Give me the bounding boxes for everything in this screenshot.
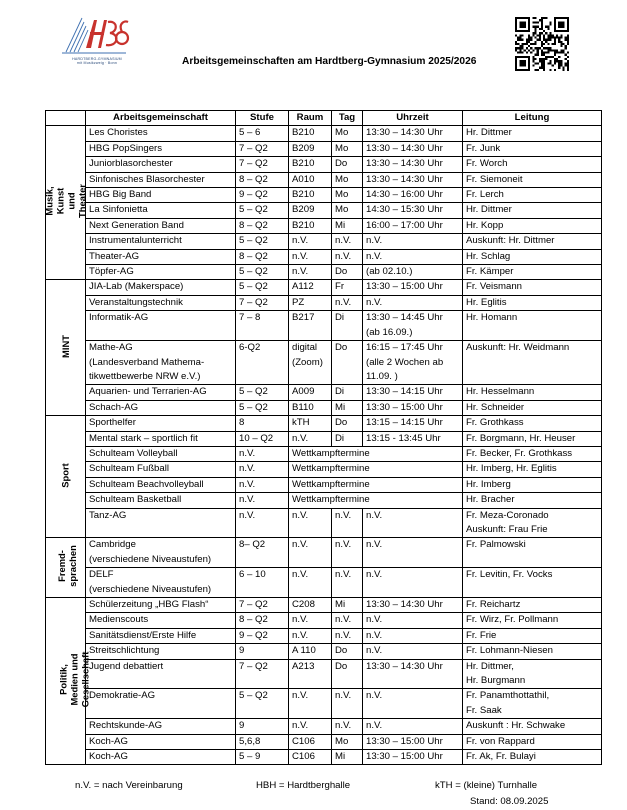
table-row <box>46 568 602 598</box>
cell-leitung: Auskunft: Hr. Dittmer <box>463 234 602 249</box>
cell-leitung: Auskunft : Hr. Schwake <box>463 719 602 734</box>
cell-stufe: n.V. <box>236 477 289 492</box>
cell-tag: Di <box>332 431 363 446</box>
cell-stufe: 7 – Q2 <box>236 659 289 689</box>
cell-uhrzeit: 13:30 – 14:45 Uhr (ab 16.09.) <box>363 311 463 341</box>
cell-uhrzeit: 13:30 – 14:30 Uhr <box>363 157 463 172</box>
cell-raum: B209 <box>289 141 332 156</box>
cell-raum: n.V. <box>289 719 332 734</box>
table-row <box>46 385 602 400</box>
cell-uhrzeit: n.V. <box>363 644 463 659</box>
cell-uhrzeit: 13:30 – 15:00 Uhr <box>363 400 463 415</box>
cell-ag: Les Choristes <box>86 126 236 141</box>
cell-raum: Wettkampftermine <box>289 446 463 461</box>
cell-raum: B210 <box>289 157 332 172</box>
cell-raum: B217 <box>289 311 332 341</box>
table-row <box>46 280 602 295</box>
cell-raum: n.V. <box>289 508 332 538</box>
cell-raum: n.V. <box>289 538 332 568</box>
cell-leitung: Fr. Ak, Fr. Bulayi <box>463 750 602 765</box>
cell-uhrzeit: n.V. <box>363 628 463 643</box>
cell-uhrzeit: n.V. <box>363 508 463 538</box>
cell-tag: Mo <box>332 172 363 187</box>
cell-ag: Koch-AG <box>86 750 236 765</box>
cell-ag: Sinfonisches Blasorchester <box>86 172 236 187</box>
category-fremdsprachen <box>46 538 86 598</box>
table-body <box>43 126 602 765</box>
cell-ag: JIA-Lab (Makerspace) <box>86 280 236 295</box>
cell-raum: A112 <box>289 280 332 295</box>
cell-stufe: 7 – Q2 <box>236 141 289 156</box>
cell-leitung: Hr. Eglitis <box>463 295 602 310</box>
page-title: Arbeitsgemeinschaften am Hardtberg-Gymnasium 2025/2026 <box>182 56 477 67</box>
cell-tag: Mo <box>332 141 363 156</box>
cell-ag: Schulteam Volleyball <box>86 446 236 461</box>
cell-leitung: Fr. Kämper <box>463 265 602 280</box>
cell-ag: Next Generation Band <box>86 218 236 233</box>
cell-uhrzeit: 13:30 – 15:00 Uhr <box>363 280 463 295</box>
cell-stufe: 5 – Q2 <box>236 280 289 295</box>
cell-ag: DELF (verschiedene Niveaustufen) <box>86 568 236 598</box>
cell-ag: Mental stark – sportlich fit <box>86 431 236 446</box>
cell-leitung: Fr. Reichartz <box>463 598 602 613</box>
cell-stufe: n.V. <box>236 493 289 508</box>
cell-stufe: n.V. <box>236 508 289 538</box>
cell-tag: Di <box>332 385 363 400</box>
cell-ag: Rechtskunde-AG <box>86 719 236 734</box>
cell-leitung: Fr. Borgmann, Hr. Heuser <box>463 431 602 446</box>
cell-raum: B209 <box>289 203 332 218</box>
cell-stufe: 8 – Q2 <box>236 249 289 264</box>
table-row <box>46 446 602 461</box>
cell-leitung: Fr. Worch <box>463 157 602 172</box>
cell-uhrzeit: 13:30 – 14:30 Uhr <box>363 141 463 156</box>
cell-leitung: Hr. Dittmer <box>463 203 602 218</box>
cell-ag: Jugend debattiert <box>86 659 236 689</box>
cell-tag: Do <box>332 659 363 689</box>
cell-raum: kTH <box>289 416 332 431</box>
cell-stufe: 5 – Q2 <box>236 234 289 249</box>
cell-ag: Schülerzeitung „HBG Flash“ <box>86 598 236 613</box>
cell-raum: Wettkampftermine <box>289 462 463 477</box>
cell-stufe: 5 – 6 <box>236 126 289 141</box>
cell-tag: Mi <box>332 218 363 233</box>
cell-raum: n.V. <box>289 431 332 446</box>
cell-stufe: 9 – Q2 <box>236 628 289 643</box>
header-ag: Arbeitsgemeinschaft <box>86 111 236 126</box>
cell-stufe: 7 – Q2 <box>236 157 289 172</box>
cell-stufe: 10 – Q2 <box>236 431 289 446</box>
cell-stufe: 7 – Q2 <box>236 598 289 613</box>
cell-tag: Mo <box>332 203 363 218</box>
cell-ag: Mathe-AG (Landesverband Mathema- tikwettbewerbe NRW e.V.) <box>86 341 236 385</box>
table-row <box>46 157 602 172</box>
cell-tag: Mi <box>332 400 363 415</box>
cell-ag: HBG Big Band <box>86 188 236 203</box>
cell-uhrzeit: (ab 02.10.) <box>363 265 463 280</box>
cell-ag: Schulteam Beachvolleyball <box>86 477 236 492</box>
cell-uhrzeit: n.V. <box>363 249 463 264</box>
cell-raum: B110 <box>289 400 332 415</box>
category-label: Politik, Medien und Gesellschaft <box>57 651 91 708</box>
cell-uhrzeit: 14:30 – 15:30 Uhr <box>363 203 463 218</box>
cell-ag: Schach-AG <box>86 400 236 415</box>
cell-raum: B210 <box>289 126 332 141</box>
cell-leitung: Fr. Panamthottathil, Fr. Saak <box>463 689 602 719</box>
cell-leitung: Fr. Lohmann-Niesen <box>463 644 602 659</box>
table-row <box>46 126 602 141</box>
cell-stufe: 8– Q2 <box>236 538 289 568</box>
table-row <box>46 400 602 415</box>
cell-ag: Medienscouts <box>86 613 236 628</box>
cell-tag: n.V. <box>332 719 363 734</box>
cell-tag: Do <box>332 157 363 172</box>
cell-ag: Tanz-AG <box>86 508 236 538</box>
stand-date: Stand: 08.09.2025 <box>470 796 549 807</box>
category-label: Sport <box>59 462 71 488</box>
cell-uhrzeit: 13:30 – 14:30 Uhr <box>363 659 463 689</box>
table-row <box>46 508 602 538</box>
cell-tag: n.V. <box>332 689 363 719</box>
table-header-row <box>46 111 602 126</box>
cell-leitung: Hr. Dittmer <box>463 126 602 141</box>
cell-uhrzeit: n.V. <box>363 234 463 249</box>
cell-stufe: 5 – Q2 <box>236 203 289 218</box>
cell-stufe: 5 – Q2 <box>236 400 289 415</box>
cell-raum: A009 <box>289 385 332 400</box>
cell-raum: n.V. <box>289 628 332 643</box>
legend-nv: n.V. = nach Vereinbarung <box>75 780 183 791</box>
cell-leitung: Hr. Schneider <box>463 400 602 415</box>
table-row <box>46 141 602 156</box>
table-row <box>46 416 602 431</box>
cell-ag: Streitschlichtung <box>86 644 236 659</box>
cell-stufe: 8 – Q2 <box>236 218 289 233</box>
header-leitung: Leitung <box>463 111 602 126</box>
cell-ag: Cambridge (verschiedene Niveaustufen) <box>86 538 236 568</box>
table-row <box>46 234 602 249</box>
cell-raum: B210 <box>289 218 332 233</box>
cell-ag: Veranstaltungstechnik <box>86 295 236 310</box>
cell-stufe: 5,6,8 <box>236 734 289 749</box>
cell-tag: Fr <box>332 280 363 295</box>
cell-uhrzeit: 13:30 – 15:00 Uhr <box>363 734 463 749</box>
category-sport <box>46 416 86 538</box>
table-row <box>46 734 602 749</box>
cell-stufe: 8 – Q2 <box>236 172 289 187</box>
cell-leitung: Fr. Becker, Fr. Grothkass <box>463 446 602 461</box>
header-category <box>46 111 86 126</box>
cell-uhrzeit: 14:30 – 16:00 Uhr <box>363 188 463 203</box>
table-row <box>46 613 602 628</box>
cell-tag: n.V. <box>332 538 363 568</box>
cell-uhrzeit: 13:30 – 15:00 Uhr <box>363 750 463 765</box>
cell-leitung: Fr. Siemoneit <box>463 172 602 187</box>
cell-stufe: 9 <box>236 719 289 734</box>
cell-uhrzeit: n.V. <box>363 295 463 310</box>
cell-uhrzeit: 13:15 - 13:45 Uhr <box>363 431 463 446</box>
cell-ag: Aquarien- und Terrarien-AG <box>86 385 236 400</box>
cell-ag: Schulteam Basketball <box>86 493 236 508</box>
category-label: Fremd- sprachen <box>55 545 78 587</box>
cell-tag: n.V. <box>332 234 363 249</box>
cell-ag: Koch-AG <box>86 734 236 749</box>
cell-raum: B210 <box>289 188 332 203</box>
cell-uhrzeit: n.V. <box>363 538 463 568</box>
table-row <box>46 493 602 508</box>
cell-ag: Informatik-AG <box>86 311 236 341</box>
cell-tag: Do <box>332 644 363 659</box>
table-row <box>46 295 602 310</box>
table-row <box>46 659 602 689</box>
cell-leitung: Fr. Levitin, Fr. Vocks <box>463 568 602 598</box>
cell-stufe: n.V. <box>236 462 289 477</box>
cell-raum: n.V. <box>289 234 332 249</box>
cell-uhrzeit: 16:00 – 17:00 Uhr <box>363 218 463 233</box>
table-row <box>46 462 602 477</box>
cell-stufe: 6 – 10 <box>236 568 289 598</box>
cell-tag: n.V. <box>332 613 363 628</box>
table-row <box>46 172 602 187</box>
cell-leitung: Hr. Hesselmann <box>463 385 602 400</box>
cell-leitung: Hr. Dittmer, Hr. Burgmann <box>463 659 602 689</box>
logo-caption: HARDTBERG-GYMNASIUM mit Musikzweig · Bonn <box>72 57 122 66</box>
cell-leitung: Fr. von Rappard <box>463 734 602 749</box>
cell-ag: Juniorblasorchester <box>86 157 236 172</box>
category-musik <box>43 126 88 280</box>
cell-leitung: Hr. Bracher <box>463 493 602 508</box>
cell-uhrzeit: 13:30 – 14:30 Uhr <box>363 126 463 141</box>
cell-ag: La Sinfonietta <box>86 203 236 218</box>
cell-uhrzeit: n.V. <box>363 719 463 734</box>
cell-raum: Wettkampftermine <box>289 493 463 508</box>
cell-leitung: Fr. Palmowski <box>463 538 602 568</box>
cell-leitung: Fr. Grothkass <box>463 416 602 431</box>
cell-stufe: 5 – 9 <box>236 750 289 765</box>
cell-ag: HBG PopSingers <box>86 141 236 156</box>
legend-hbh: HBH = Hardtberghalle <box>256 780 351 791</box>
cell-stufe: 9 – Q2 <box>236 188 289 203</box>
header-uhrzeit: Uhrzeit <box>363 111 463 126</box>
cell-stufe: 6-Q2 <box>236 341 289 385</box>
cell-tag: n.V. <box>332 295 363 310</box>
category-label: MINT <box>59 334 71 358</box>
cell-raum: A010 <box>289 172 332 187</box>
table-row <box>46 644 602 659</box>
cell-stufe: 9 <box>236 644 289 659</box>
header-stufe: Stufe <box>236 111 289 126</box>
cell-leitung: Hr. Imberg, Hr. Eglitis <box>463 462 602 477</box>
cell-stufe: 7 – 8 <box>236 311 289 341</box>
table-row <box>46 188 602 203</box>
category-label: Musik, Kunst und Theater <box>43 184 88 219</box>
cell-stufe: 8 <box>236 416 289 431</box>
cell-ag: Demokratie-AG <box>86 689 236 719</box>
table-row <box>46 341 602 385</box>
cell-ag: Theater-AG <box>86 249 236 264</box>
cell-leitung: Fr. Wirz, Fr. Pollmann <box>463 613 602 628</box>
category-mint <box>46 280 86 416</box>
cell-raum: n.V. <box>289 568 332 598</box>
cell-tag: Mo <box>332 188 363 203</box>
cell-uhrzeit: 13:15 – 14:15 Uhr <box>363 416 463 431</box>
cell-raum: Wettkampftermine <box>289 477 463 492</box>
legend-kth: kTH = (kleine) Turnhalle <box>435 780 538 791</box>
table-row <box>46 719 602 734</box>
cell-tag: Di <box>332 311 363 341</box>
cell-raum: A 110 <box>289 644 332 659</box>
cell-tag: n.V. <box>332 628 363 643</box>
cell-tag: Do <box>332 265 363 280</box>
cell-ag: Töpfer-AG <box>86 265 236 280</box>
cell-tag: Mo <box>332 126 363 141</box>
cell-leitung: Hr. Schlag <box>463 249 602 264</box>
cell-ag: Sporthelfer <box>86 416 236 431</box>
cell-stufe: 5 – Q2 <box>236 385 289 400</box>
cell-uhrzeit: 13:30 – 14:30 Uhr <box>363 598 463 613</box>
cell-raum: PZ <box>289 295 332 310</box>
cell-uhrzeit: 16:15 – 17:45 Uhr (alle 2 Wochen ab 11.09. ) <box>363 341 463 385</box>
cell-tag: n.V. <box>332 568 363 598</box>
table-row <box>46 750 602 765</box>
cell-stufe: 7 – Q2 <box>236 295 289 310</box>
cell-uhrzeit: 13:30 – 14:15 Uhr <box>363 385 463 400</box>
ag-table <box>45 110 602 765</box>
table-row <box>46 203 602 218</box>
cell-leitung: Fr. Veismann <box>463 280 602 295</box>
table-row <box>46 249 602 264</box>
cell-raum: n.V. <box>289 265 332 280</box>
header-tag: Tag <box>332 111 363 126</box>
cell-tag: Do <box>332 341 363 385</box>
table-row <box>46 218 602 233</box>
table-row <box>46 265 602 280</box>
cell-leitung: Hr. Imberg <box>463 477 602 492</box>
cell-leitung: Hr. Kopp <box>463 218 602 233</box>
cell-leitung: Fr. Frie <box>463 628 602 643</box>
cell-stufe: n.V. <box>236 446 289 461</box>
header-raum: Raum <box>289 111 332 126</box>
cell-raum: C208 <box>289 598 332 613</box>
cell-uhrzeit: n.V. <box>363 689 463 719</box>
cell-uhrzeit: 13:30 – 14:30 Uhr <box>363 172 463 187</box>
table-row <box>46 431 602 446</box>
cell-raum: C106 <box>289 750 332 765</box>
cell-leitung: Auskunft: Hr. Weidmann <box>463 341 602 385</box>
cell-tag: Do <box>332 416 363 431</box>
cell-leitung: Fr. Junk <box>463 141 602 156</box>
ag-table-wrapper <box>45 110 601 765</box>
category-politik <box>46 598 91 765</box>
cell-leitung: Fr. Lerch <box>463 188 602 203</box>
cell-tag: Mi <box>332 598 363 613</box>
table-row <box>46 689 602 719</box>
cell-ag: Instrumentalunterricht <box>86 234 236 249</box>
cell-tag: n.V. <box>332 249 363 264</box>
cell-tag: Mi <box>332 750 363 765</box>
table-row <box>46 598 602 613</box>
cell-tag: n.V. <box>332 508 363 538</box>
cell-raum: n.V. <box>289 249 332 264</box>
table-row <box>46 477 602 492</box>
table-row <box>46 311 602 341</box>
cell-uhrzeit: n.V. <box>363 613 463 628</box>
qr-code <box>515 17 569 71</box>
cell-raum: digital (Zoom) <box>289 341 332 385</box>
cell-stufe: 8 – Q2 <box>236 613 289 628</box>
cell-ag: Schulteam Fußball <box>86 462 236 477</box>
table-row <box>46 628 602 643</box>
cell-raum: n.V. <box>289 689 332 719</box>
cell-stufe: 5 – Q2 <box>236 265 289 280</box>
cell-tag: Mo <box>332 734 363 749</box>
cell-leitung: Hr. Homann <box>463 311 602 341</box>
cell-raum: C106 <box>289 734 332 749</box>
cell-leitung: Fr. Meza-Coronado Auskunft: Frau Frie <box>463 508 602 538</box>
cell-ag: Sanitätsdienst/Erste Hilfe <box>86 628 236 643</box>
cell-uhrzeit: n.V. <box>363 568 463 598</box>
cell-raum: n.V. <box>289 613 332 628</box>
cell-stufe: 5 – Q2 <box>236 689 289 719</box>
cell-raum: A213 <box>289 659 332 689</box>
table-row <box>46 538 602 568</box>
